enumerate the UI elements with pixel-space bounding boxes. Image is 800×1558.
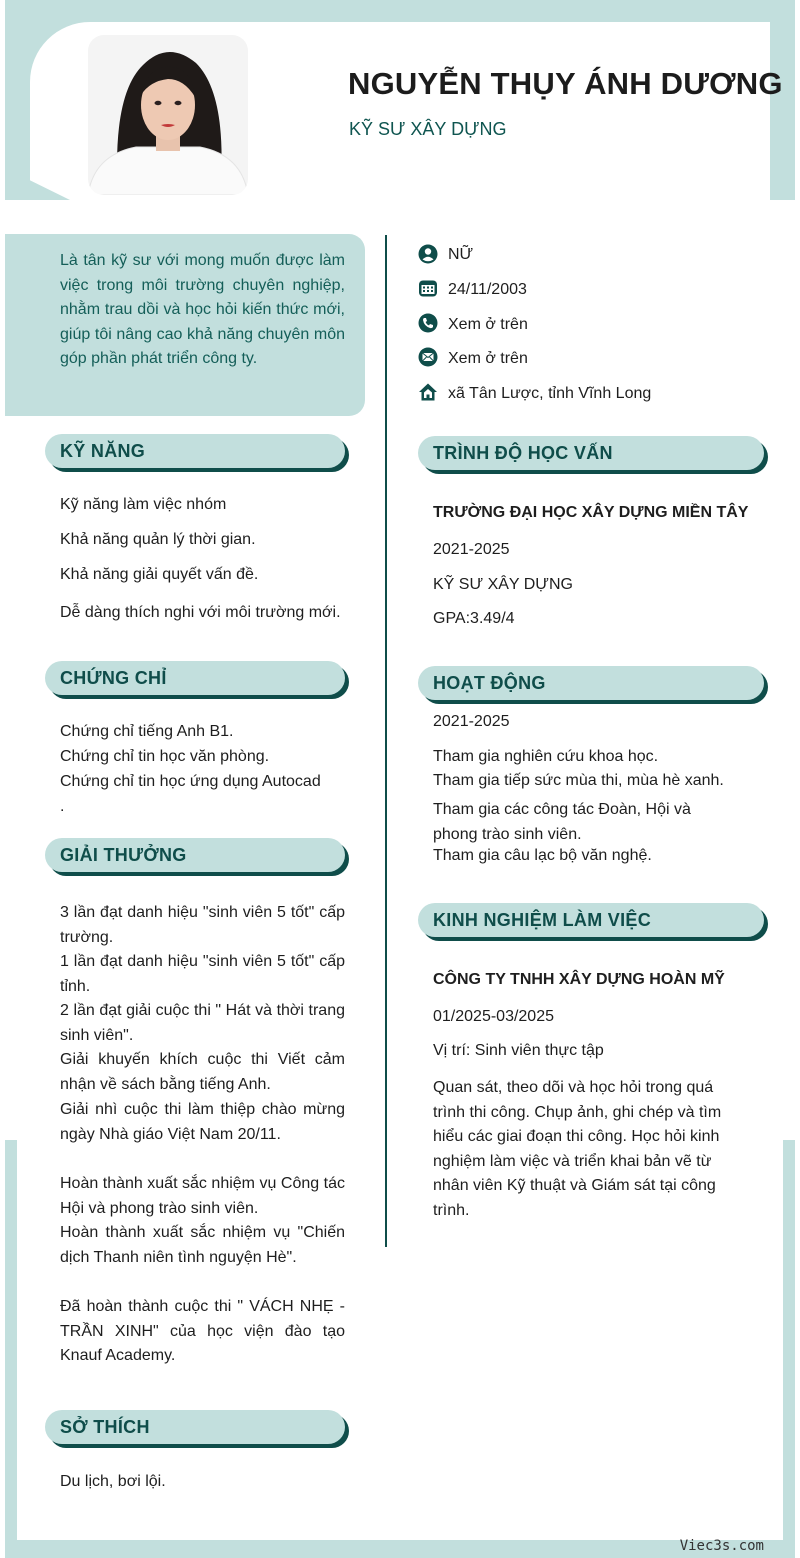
candidate-name: NGUYỄN THỤY ÁNH DƯƠNG xyxy=(348,66,783,101)
activity-item: Tham gia tiếp sức mùa thi, mùa hè xanh. xyxy=(433,772,724,789)
email-icon xyxy=(418,347,438,367)
activity-item: Tham gia các công tác Đoàn, Hội và phong trào sinh viên. xyxy=(433,801,691,843)
skill-item: Khả năng giải quyết vấn đề. xyxy=(60,566,259,583)
column-divider xyxy=(385,235,387,1247)
section-heading-experience xyxy=(418,903,764,937)
certificates-heading-label: CHỨNG CHỈ xyxy=(60,668,167,688)
certificate-item: . xyxy=(60,798,65,815)
experience-description: Quan sát, theo dõi và học hỏi trong quá trình thi công. Chụp ảnh, ghi chép và tìm hiểu các giai đoạn thi công. Học hỏi kinh nghiệm làm việc và triển khai bản vẽ từ nhân viên Kỹ thuật và Giám sát tại công trình. xyxy=(433,1079,722,1219)
experience-heading-label: KINH NGHIỆM LÀM VIỆC xyxy=(433,910,652,930)
avatar xyxy=(88,35,248,195)
activity-item: Tham gia nghiên cứu khoa học. xyxy=(433,748,659,765)
education-period: 2021-2025 xyxy=(433,541,510,558)
hobbies-heading-label: SỞ THÍCH xyxy=(60,1417,150,1437)
header-corner xyxy=(5,168,70,200)
skill-item: Kỹ năng làm việc nhóm xyxy=(60,496,227,513)
hobbies-text: Du lịch, bơi lội. xyxy=(60,1473,166,1490)
experience-company: CÔNG TY TNHH XÂY DỰNG HOÀN MỸ xyxy=(433,971,725,988)
contact-phone: Xem ở trên xyxy=(448,316,528,333)
job-title: KỸ SƯ XÂY DỰNG xyxy=(349,119,507,139)
award-item: Giải khuyến khích cuộc thi Viết cảm nhận về sách bằng tiếng Anh. xyxy=(60,1051,345,1093)
frame-bottom-band xyxy=(5,1540,795,1558)
experience-period: 01/2025-03/2025 xyxy=(433,1008,554,1025)
award-item: 2 lần đạt giải cuộc thi " Hát và thời trang sinh viên". xyxy=(60,1002,345,1044)
home-icon xyxy=(418,382,438,402)
skills-heading-label: KỸ NĂNG xyxy=(60,441,146,461)
contact-birthday: 24/11/2003 xyxy=(448,281,527,298)
section-heading-hobbies xyxy=(45,1410,345,1444)
certificate-item: Chứng chỉ tiếng Anh B1. xyxy=(60,723,234,740)
award-item: Giải nhì cuộc thi làm thiệp chào mừng ngày Nhà giáo Việt Nam 20/11. xyxy=(60,1101,345,1143)
phone-icon xyxy=(418,313,438,333)
watermark: Viec3s.com xyxy=(679,1538,764,1554)
section-heading-skills xyxy=(45,434,345,468)
frame-left-bar xyxy=(5,1140,17,1558)
award-item: Hoàn thành xuất sắc nhiệm vụ "Chiến dịch Thanh niên tình nguyện Hè". xyxy=(60,1224,345,1266)
user-icon xyxy=(418,244,438,264)
awards-heading-label: GIẢI THƯỞNG xyxy=(60,845,187,865)
avatar-portrait xyxy=(88,35,248,195)
section-heading-certificates xyxy=(45,661,345,695)
certificate-item: Chứng chỉ tin học ứng dụng Autocad xyxy=(60,773,321,790)
summary-text: Là tân kỹ sư với mong muốn được làm việc trong môi trường chuyên nghiệp, nhằm trau dồi và học hỏi kiến thức mới, giúp tôi nâng cao khả năng chuyên môn góp phần phát triển công ty. xyxy=(60,252,345,367)
skill-item: Dễ dàng thích nghi với môi trường mới. xyxy=(60,604,341,621)
education-school: TRƯỜNG ĐẠI HỌC XÂY DỰNG MIỀN TÂY xyxy=(433,504,749,521)
contact-address: xã Tân Lược, tỉnh Vĩnh Long xyxy=(448,385,652,402)
education-gpa: GPA:3.49/4 xyxy=(433,610,515,627)
contact-gender: NỮ xyxy=(448,246,474,263)
award-item: 3 lần đạt danh hiệu "sinh viên 5 tốt" cấp trường. xyxy=(60,904,345,946)
activities-period: 2021-2025 xyxy=(433,713,510,730)
section-heading-activities xyxy=(418,666,764,700)
contact-email: Xem ở trên xyxy=(448,350,528,367)
calendar-icon xyxy=(418,278,438,298)
activity-item: Tham gia câu lạc bộ văn nghệ. xyxy=(433,847,652,864)
education-major: KỸ SƯ XÂY DỰNG xyxy=(433,576,573,593)
certificate-item: Chứng chỉ tin học văn phòng. xyxy=(60,748,270,765)
activities-heading-label: HOẠT ĐỘNG xyxy=(433,673,546,693)
frame-right-bar xyxy=(783,1140,795,1558)
experience-position: Vị trí: Sinh viên thực tập xyxy=(433,1042,604,1059)
section-heading-awards xyxy=(45,838,345,872)
education-heading-label: TRÌNH ĐỘ HỌC VẤN xyxy=(433,443,613,463)
award-item: 1 lần đạt danh hiệu "sinh viên 5 tốt" cấp tỉnh. xyxy=(60,953,345,995)
section-heading-education xyxy=(418,436,764,470)
award-item: Hoàn thành xuất sắc nhiệm vụ Công tác Hội và phong trào sinh viên. xyxy=(60,1175,345,1217)
award-item: Đã hoàn thành cuộc thi " VÁCH NHẸ - TRẦN XINH" của học viện đào tạo Knauf Academy. xyxy=(60,1298,345,1364)
skill-item: Khả năng quản lý thời gian. xyxy=(60,531,256,548)
